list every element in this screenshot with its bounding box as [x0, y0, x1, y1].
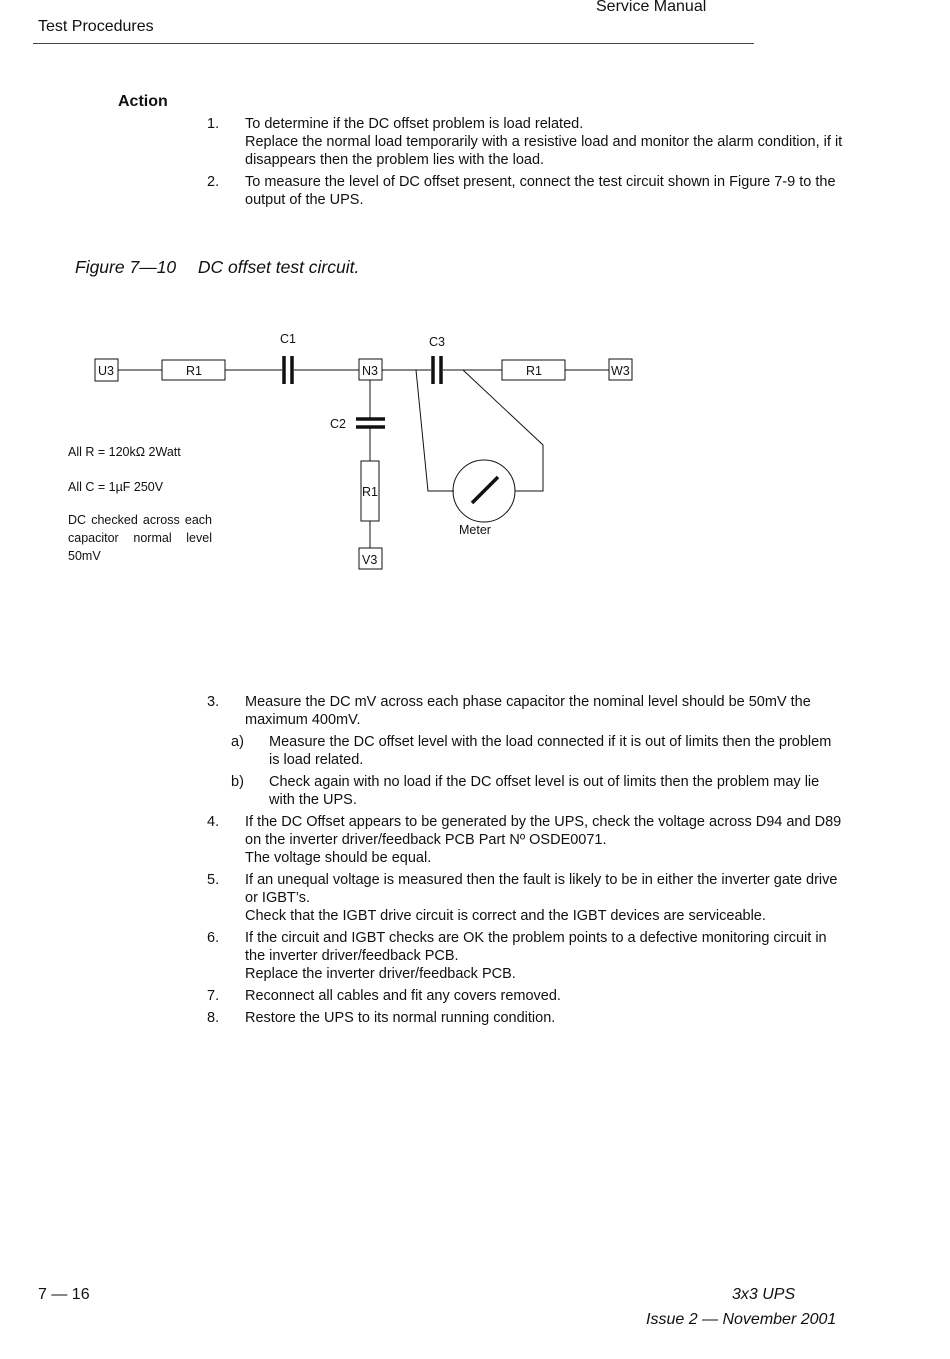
- step-text: [245, 929, 850, 983]
- step-4-line-2: The voltage should be equal.: [245, 850, 432, 866]
- label-meter: Meter: [459, 523, 491, 537]
- step-text: [245, 871, 850, 925]
- label-c3: C3: [429, 335, 445, 349]
- step-1-line-2: Replace the normal load temporarily with a resistive load and monitor the alarm condition, if it disappears then the problem lies with the load.: [245, 134, 843, 168]
- step-number: 6.: [207, 930, 220, 946]
- page-number: 7 — 16: [38, 1286, 90, 1303]
- label-r1-bottom: R1: [362, 485, 378, 499]
- meter-lead-left: [416, 370, 454, 491]
- meter-lead-right: [463, 370, 543, 491]
- substep-text: Measure the DC offset level with the load connected if it is out of limits then the problem is load related.: [269, 734, 832, 768]
- label-v3: V3: [362, 553, 378, 567]
- step-number: 1.: [207, 116, 220, 132]
- step-text: To measure the level of DC offset present, connect the test circuit shown in Figure 7-9 to the output of the UPS.: [245, 174, 836, 208]
- label-n3: N3: [362, 364, 378, 378]
- substep-text: Check again with no load if the DC offset level is out of limits then the problem may lie with the UPS.: [269, 774, 820, 808]
- step-number: 8.: [207, 1010, 220, 1026]
- step-1-line-1: To determine if the DC offset problem is load related.: [245, 116, 584, 132]
- step-text: Measure the DC mV across each phase capacitor the nominal level should be 50mV the maximum 400mV.: [245, 694, 811, 728]
- step-5-line-1: If an unequal voltage is measured then the fault is likely to be in either the inverter gate drive or IGBT’s.: [245, 872, 838, 906]
- step-number: 3.: [207, 694, 220, 710]
- note-all-r: All R = 120kΩ 2Watt: [68, 445, 181, 459]
- step-text: [245, 813, 850, 867]
- label-u3: U3: [98, 364, 114, 378]
- label-r1-right: R1: [526, 364, 542, 378]
- step-number: 7.: [207, 988, 220, 1004]
- issue-date: Issue 2 — November 2001: [646, 1311, 837, 1328]
- step-4-line-1: If the DC Offset appears to be generated by the UPS, check the voltage across D94 and D89 on the inverter driver/feedback PCB Part Nº OSDE0071.: [245, 814, 842, 848]
- figure-title: DC offset test circuit.: [197, 257, 360, 277]
- action-heading: Action: [118, 93, 168, 110]
- step-6-line-1: If the circuit and IGBT checks are OK the problem points to a defective monitoring circuit in the inverter driver/feedback PCB.: [245, 930, 827, 964]
- step-number: 2.: [207, 174, 220, 190]
- step-number: 4.: [207, 814, 220, 830]
- figure-number: Figure 7—10: [75, 257, 177, 277]
- label-c1: C1: [280, 332, 296, 346]
- note-all-c: All C = 1µF 250V: [68, 480, 164, 494]
- note-dc-checked: DC checked across each capacitor normal level 50mV: [68, 513, 212, 563]
- step-text: Restore the UPS to its normal running condition.: [245, 1010, 556, 1026]
- step-5-line-2: Check that the IGBT drive circuit is correct and the IGBT devices are serviceable.: [245, 908, 766, 924]
- meter-needle: [472, 477, 498, 503]
- step-number: 5.: [207, 872, 220, 888]
- substep-letter: a): [231, 734, 244, 750]
- step-6-line-2: Replace the inverter driver/feedback PCB.: [245, 966, 516, 982]
- doc-title: Service Manual: [596, 0, 707, 15]
- step-text: Reconnect all cables and fit any covers removed.: [245, 988, 561, 1004]
- product-name: 3x3 UPS: [732, 1286, 796, 1303]
- label-w3: W3: [611, 364, 630, 378]
- substep-letter: b): [231, 774, 244, 790]
- label-c2: C2: [330, 417, 346, 431]
- section-title: Test Procedures: [38, 18, 154, 35]
- label-r1-left: R1: [186, 364, 202, 378]
